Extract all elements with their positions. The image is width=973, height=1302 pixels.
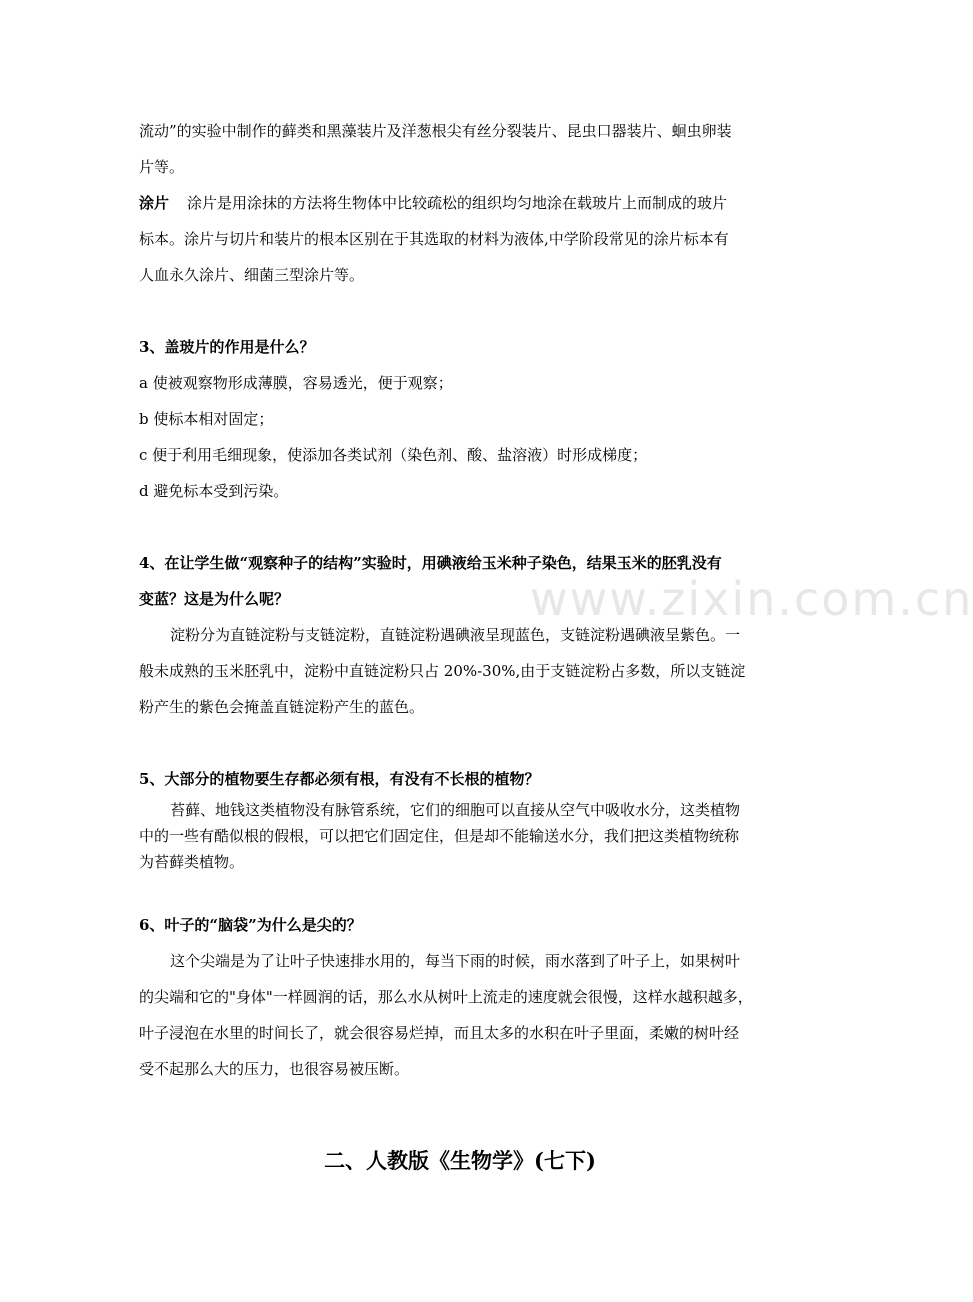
- q5-answer-line-3: 为苔藓类植物。: [139, 853, 245, 871]
- q3-item-c: c 便于利用毛细现象，使添加各类试剂（染色剂、酸、盐溶液）时形成梯度；: [139, 446, 648, 464]
- section-heading: 二、人教版《生物学》(七下): [324, 1148, 596, 1173]
- intro-line-2: 片等。: [139, 158, 185, 176]
- q6-answer-line-4: 受不起那么大的压力，也很容易被压断。: [139, 1060, 410, 1078]
- q6-heading: 6、叶子的“脑袋”为什么是尖的？: [139, 916, 362, 934]
- q4-heading-line-1: 4、在让学生做“观察种子的结构”实验时，用碘液给玉米种子染色，结果玉米的胚乳没有: [139, 554, 722, 572]
- smear-line-1-text: 涂片是用涂抹的方法将生物体中比较疏松的组织均匀地涂在载玻片上而制成的玻片: [187, 194, 728, 212]
- q3-item-b: b 使标本相对固定；: [139, 410, 274, 428]
- q4-answer-line-3: 粉产生的紫色会掩盖直链淀粉产生的蓝色。: [139, 698, 425, 716]
- smear-line-2: 标本。涂片与切片和装片的根本区别在于其选取的材料为液体,中学阶段常见的涂片标本有: [139, 230, 729, 248]
- q6-answer-line-1: 这个尖端是为了让叶子快速排水用的，每当下雨的时候，雨水落到了叶子上，如果树叶: [170, 952, 741, 970]
- intro-line-1: 流动”的实验中制作的藓类和黑藻装片及洋葱根尖有丝分裂装片、昆虫口器装片、蛔虫卵装: [139, 122, 732, 140]
- smear-paragraph-line-1: [139, 193, 727, 213]
- q6-answer-line-2: 的尖端和它的"身体"一样圆润的话，那么水从树叶上流走的速度就会很慢，这样水越积越多，: [139, 988, 753, 1006]
- q4-answer-line-1: 淀粉分为直链淀粉与支链淀粉，直链淀粉遇碘液呈现蓝色，支链淀粉遇碘液呈紫色。一: [170, 626, 741, 644]
- watermark: www.zixin.com.cn: [530, 572, 973, 626]
- q4-answer-line-2: 般未成熟的玉米胚乳中，淀粉中直链淀粉只占 20%-30%,由于支链淀粉占多数，所以支链淀: [139, 662, 746, 680]
- smear-term: 涂片: [139, 194, 170, 212]
- q5-heading: 5、大部分的植物要生存都必须有根，有没有不长根的植物？: [139, 770, 540, 788]
- q3-item-a: a 使被观察物形成薄膜，容易透光，便于观察；: [139, 374, 453, 392]
- smear-line-3: 人血永久涂片、细菌三型涂片等。: [139, 266, 365, 284]
- q6-answer-line-3: 叶子浸泡在水里的时间长了，就会很容易烂掉，而且太多的水积在叶子里面，柔嫩的树叶经: [139, 1024, 740, 1042]
- q5-answer-line-1: 苔藓、地钱这类植物没有脉管系统，它们的细胞可以直接从空气中吸收水分，这类植物: [170, 801, 741, 819]
- q3-heading: 3、盖玻片的作用是什么？: [139, 338, 315, 356]
- q4-heading-line-2: 变蓝？这是为什么呢？: [139, 590, 290, 608]
- q3-item-d: d 避免标本受到污染。: [139, 482, 289, 500]
- q5-answer-line-2: 中的一些有酷似根的假根，可以把它们固定住，但是却不能输送水分，我们把这类植物统称: [139, 827, 740, 845]
